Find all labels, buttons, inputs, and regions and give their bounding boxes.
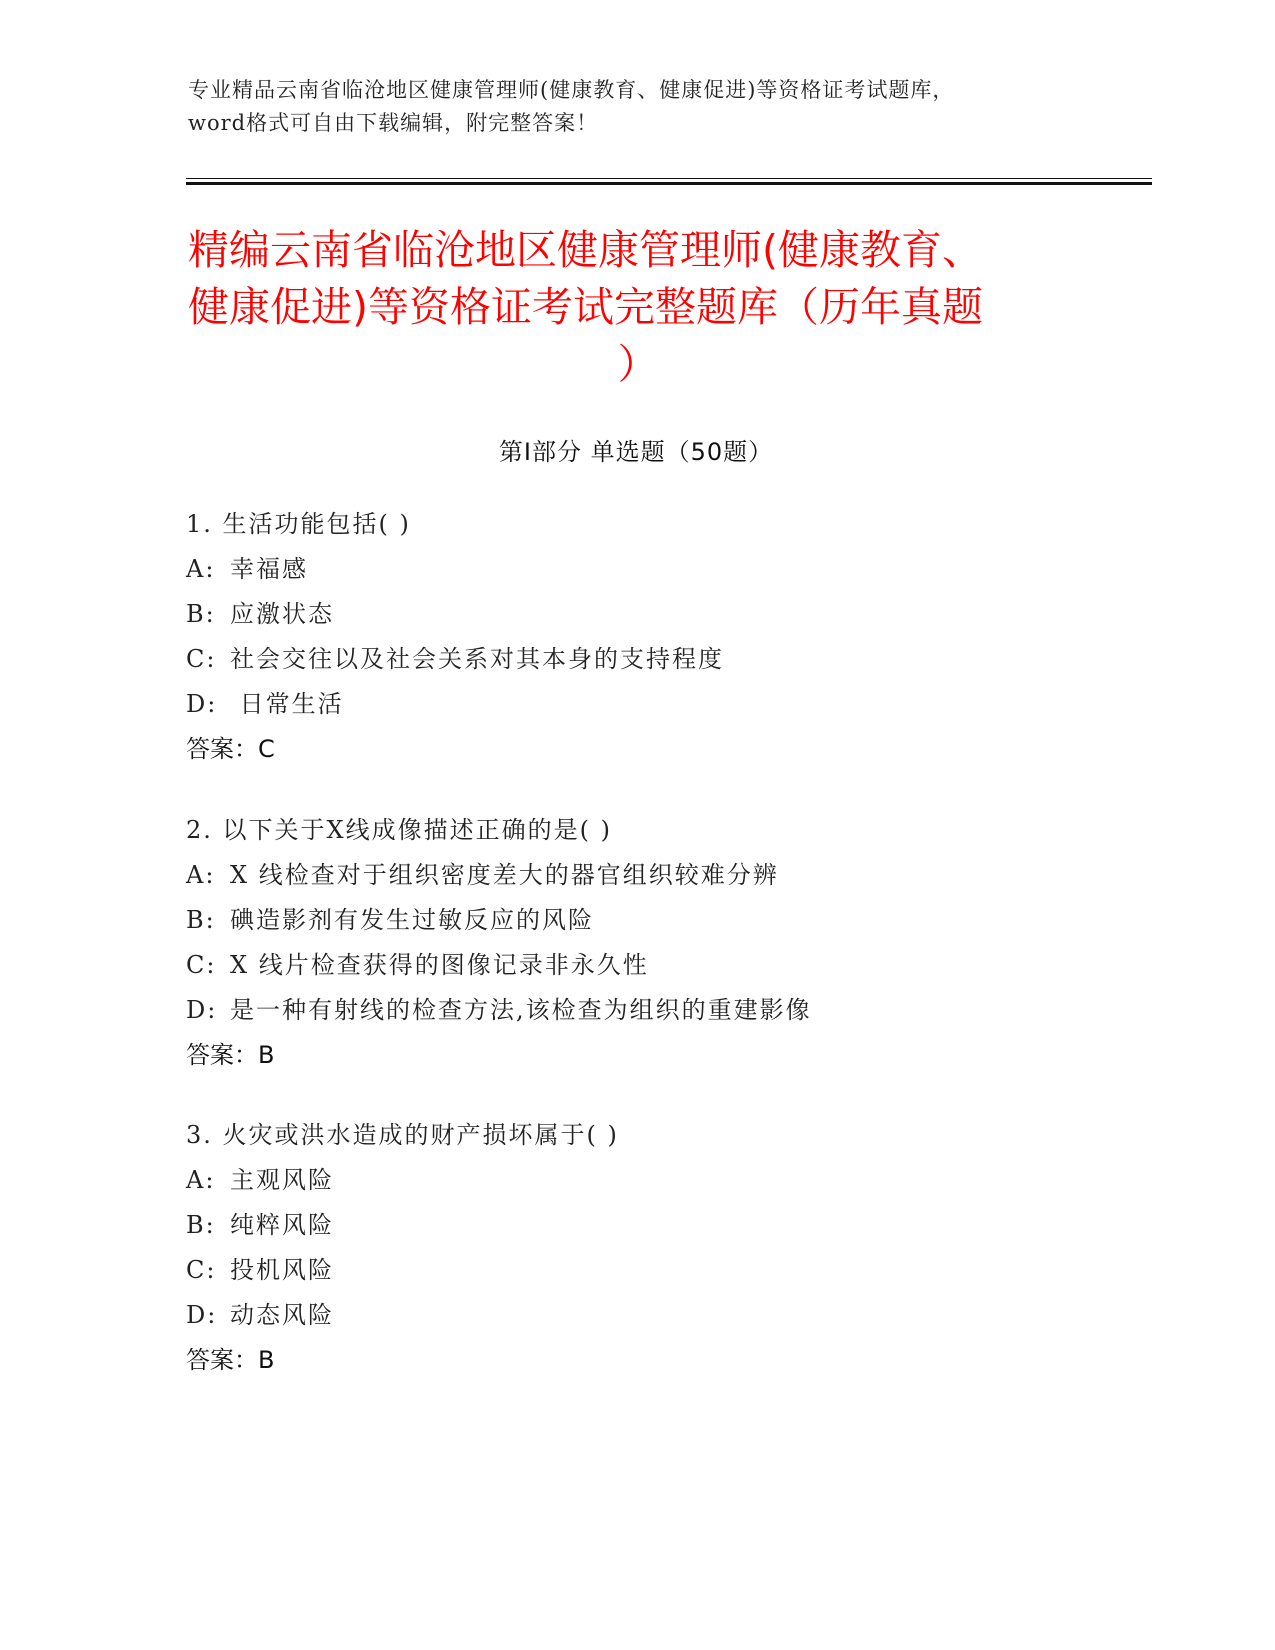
option-text: 动态风险: [230, 1301, 334, 1329]
option-d: [186, 988, 1086, 1033]
section-heading: 第Ⅰ部分 单选题（50题）: [498, 438, 774, 466]
option-c: [186, 637, 1086, 682]
option-text: 日常生活: [230, 690, 344, 718]
option-text: 幸福感: [230, 555, 308, 583]
option-c: [186, 1248, 1086, 1293]
header-note: [188, 74, 1088, 140]
option-text: 应激状态: [230, 600, 334, 628]
question-2: [186, 808, 1086, 1078]
option-label: C:: [186, 1256, 217, 1284]
option-label: B:: [186, 1211, 216, 1239]
header-divider-thin: [186, 178, 1152, 179]
title-line-2: 健康促进)等资格证考试完整题库（历年真题: [188, 283, 983, 331]
header-note-line-2: word格式可自由下载编辑，附完整答案！: [188, 111, 599, 135]
option-label: D:: [186, 996, 218, 1024]
option-text: 碘造影剂有发生过敏反应的风险: [230, 906, 594, 934]
header-divider-thick: [186, 182, 1152, 185]
option-text: 纯粹风险: [230, 1211, 334, 1239]
answer: 答案：C: [186, 735, 275, 763]
document-title: [188, 222, 1088, 393]
option-text: 主观风险: [230, 1166, 334, 1194]
option-label: B:: [186, 600, 216, 628]
answer: 答案：B: [186, 1041, 275, 1069]
option-label: D:: [186, 1301, 218, 1329]
option-label: D:: [186, 690, 218, 718]
title-line-3: ）: [617, 340, 659, 388]
option-b: [186, 898, 1086, 943]
option-a: [186, 853, 1086, 898]
option-b: [186, 1203, 1086, 1248]
question-1: [186, 502, 1086, 772]
title-line-1: 精编云南省临沧地区健康管理师(健康教育、: [188, 226, 983, 274]
option-text: X 线片检查获得的图像记录非永久性: [230, 951, 649, 979]
question-stem: 2. 以下关于X线成像描述正确的是( ): [186, 816, 612, 844]
question-stem: 3. 火灾或洪水造成的财产损坏属于( ): [186, 1121, 619, 1149]
option-a: [186, 547, 1086, 592]
option-label: B:: [186, 906, 216, 934]
answer: 答案：B: [186, 1346, 275, 1374]
option-c: [186, 943, 1086, 988]
option-a: [186, 1158, 1086, 1203]
question-stem: 1. 生活功能包括( ): [186, 510, 411, 538]
option-text: 投机风险: [230, 1256, 334, 1284]
option-label: A:: [186, 861, 216, 889]
option-d: [186, 682, 1086, 727]
option-label: C:: [186, 951, 217, 979]
option-label: A:: [186, 1166, 216, 1194]
header-note-line-1: 专业精品云南省临沧地区健康管理师(健康教育、健康促进)等资格证考试题库，: [188, 78, 955, 102]
option-b: [186, 592, 1086, 637]
question-3: [186, 1113, 1086, 1383]
option-text: 社会交往以及社会关系对其本身的支持程度: [230, 645, 724, 673]
option-label: A:: [186, 555, 216, 583]
option-text: X 线检查对于组织密度差大的器官组织较难分辨: [230, 861, 779, 889]
option-label: C:: [186, 645, 217, 673]
option-d: [186, 1293, 1086, 1338]
option-text: 是一种有射线的检查方法,该检查为组织的重建影像: [230, 996, 812, 1024]
